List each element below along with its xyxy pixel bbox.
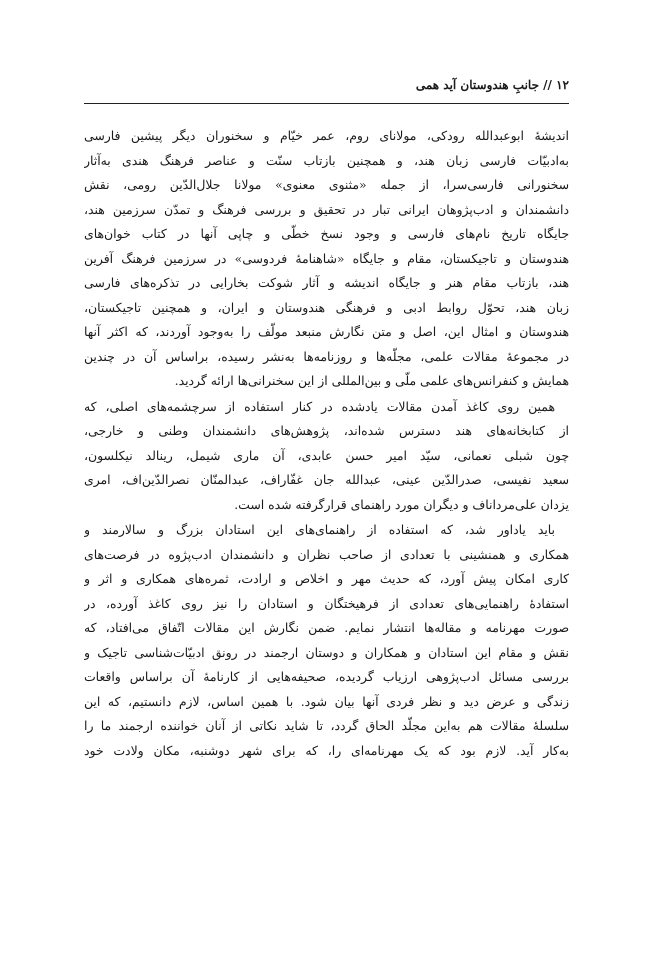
text-line: زبان هند، تحوّل روابط ادبی و فرهنگی هندوستان و ایران، و همچنین تاجیکستان، (84, 299, 569, 315)
running-head: ۱۲ // جانبِ هندوستان آید همی (415, 78, 569, 92)
text-line: همکاری و همنشینی با تعدادی از صاحب نظران و دانشمندان ادب‌پژوه در فرصت‌های (84, 546, 569, 562)
paragraph-1 (84, 124, 569, 394)
text-line: نقش و مقام این استادان و همکاران و دوستان ارجمند در رونق ادبیّات‌شناسی تاجیک و (84, 644, 569, 660)
text-line: چون شبلی نعمانی، سیّد امیر حسن عابدی، آن ماری شیمل، رینالد نیکلسون، (84, 447, 569, 463)
paragraph-2 (84, 395, 569, 518)
paragraph-3 (84, 518, 569, 763)
text-line: سلسلهٔ مقالات هم به‌این مجلّد الحاق گردد، تا شاید نکاتی از آنان خواننده ارجمند ما را (84, 718, 569, 733)
body-text (84, 124, 569, 763)
text-line: سعید نفیسی، صدرالدّین عینی، عبدالله جان غفّاراف، عبدالمنّان نصرالدّین‌اف، امری (84, 472, 569, 487)
text-line: در مجموعهٔ مقالات علمی، مجلّه‌ها و روزنامه‌ها به‌نشر رسیده، براساس آن در چندین (84, 348, 569, 364)
text-line: کاری امکان پیش آورد، که حدیث مهر و اخلاص و ارادت، ثمره‌های همکاری و اثر و (84, 571, 569, 586)
text-line: بررسی مسائل ادب‌پژوهی ارزیاب گردیده، صحیفه‌هایی از کارنامهٔ آن براساس واقعات (84, 669, 569, 684)
text-line: جایگاه تاریخ نام‌های فارسی و وجود نسخ خطّی و چاپی آنها در کتاب خوان‌های (84, 226, 569, 241)
text-line: هندوستان و امثال این، اصل و متن نگارش منبعد مولّف را به‌وجود آوردند، که اکثر آنها (84, 324, 569, 339)
text-line: یزدان علی‌مرداناف و دیگران مورد راهنمای قرارگرفته شده است. (234, 496, 569, 512)
text-line: همین روی کاغذ آمدن مقالات یادشده در کنار استفاده از سرچشمه‌های اصلی، که (84, 398, 555, 414)
text-line: زندگی و عرض دید و نظر فردی آنها بیان شود. با همین اساس، لازم دانستیم، که این (84, 693, 569, 709)
text-line: به‌ادبیّات فارسی زبان هند، و همچنین بازتاب سنّت و عناصر فرهنگ هندی به‌آثار (84, 152, 569, 168)
text-line: همایش و کنفرانس‌های علمی ملّی و بین‌المللی از این سخنرانی‌ها ارائه گردید. (174, 373, 569, 388)
text-line: سخنورانی فارسی‌سرا، از جمله «مثنوی معنوی» مولانا جلال‌الدّین رومی، نقش (84, 177, 569, 192)
text-line: صورت مهرنامه و مقاله‌ها انتشار نمایم. ضمن نگارش این مقالات اتّفاق می‌افتاد، که (84, 620, 569, 635)
text-line: هند، بازتاب مقام هنر و جایگاه اندیشه و آثار شوکت بخارایی در تذکره‌های فارسی (84, 275, 569, 290)
text-line: به‌کار آید. لازم بود که یک مهرنامه‌ای را، که برای شهر دوشنبه، مکان ولادت خود (84, 742, 569, 758)
text-line: باید یاداور شد، که استفاده از راهنمای‌های این استادان بزرگ و سالارمند و (84, 522, 555, 537)
text-line: اندیشهٔ ابوعبدالله رودکی، مولانای روم، عمر خیّام و سخنوران دیگر پیشین فارسی (84, 128, 569, 143)
text-line: دانشمندان و ادب‌پژوهان ایرانی تبار در تحقیق و بررسی فرهنگ و تمدّن سرزمین هند، (84, 201, 569, 217)
text-line: استفادهٔ راهنمایی‌های تعدادی از فرهیختگان و استادان را نیز روی کاغذ آورده، در (84, 595, 569, 611)
text-line: هندوستان و تاجیکستان، مقام و جایگاه «شاهنامهٔ فردوسی» در سرزمین فرهنگ آفرین (84, 250, 569, 266)
header-rule (84, 103, 569, 104)
text-line: از کتابخانه‌های هند دسترس شده‌اند، پژوهش‌های دانشمندان وطنی و خارجی، (84, 423, 569, 438)
